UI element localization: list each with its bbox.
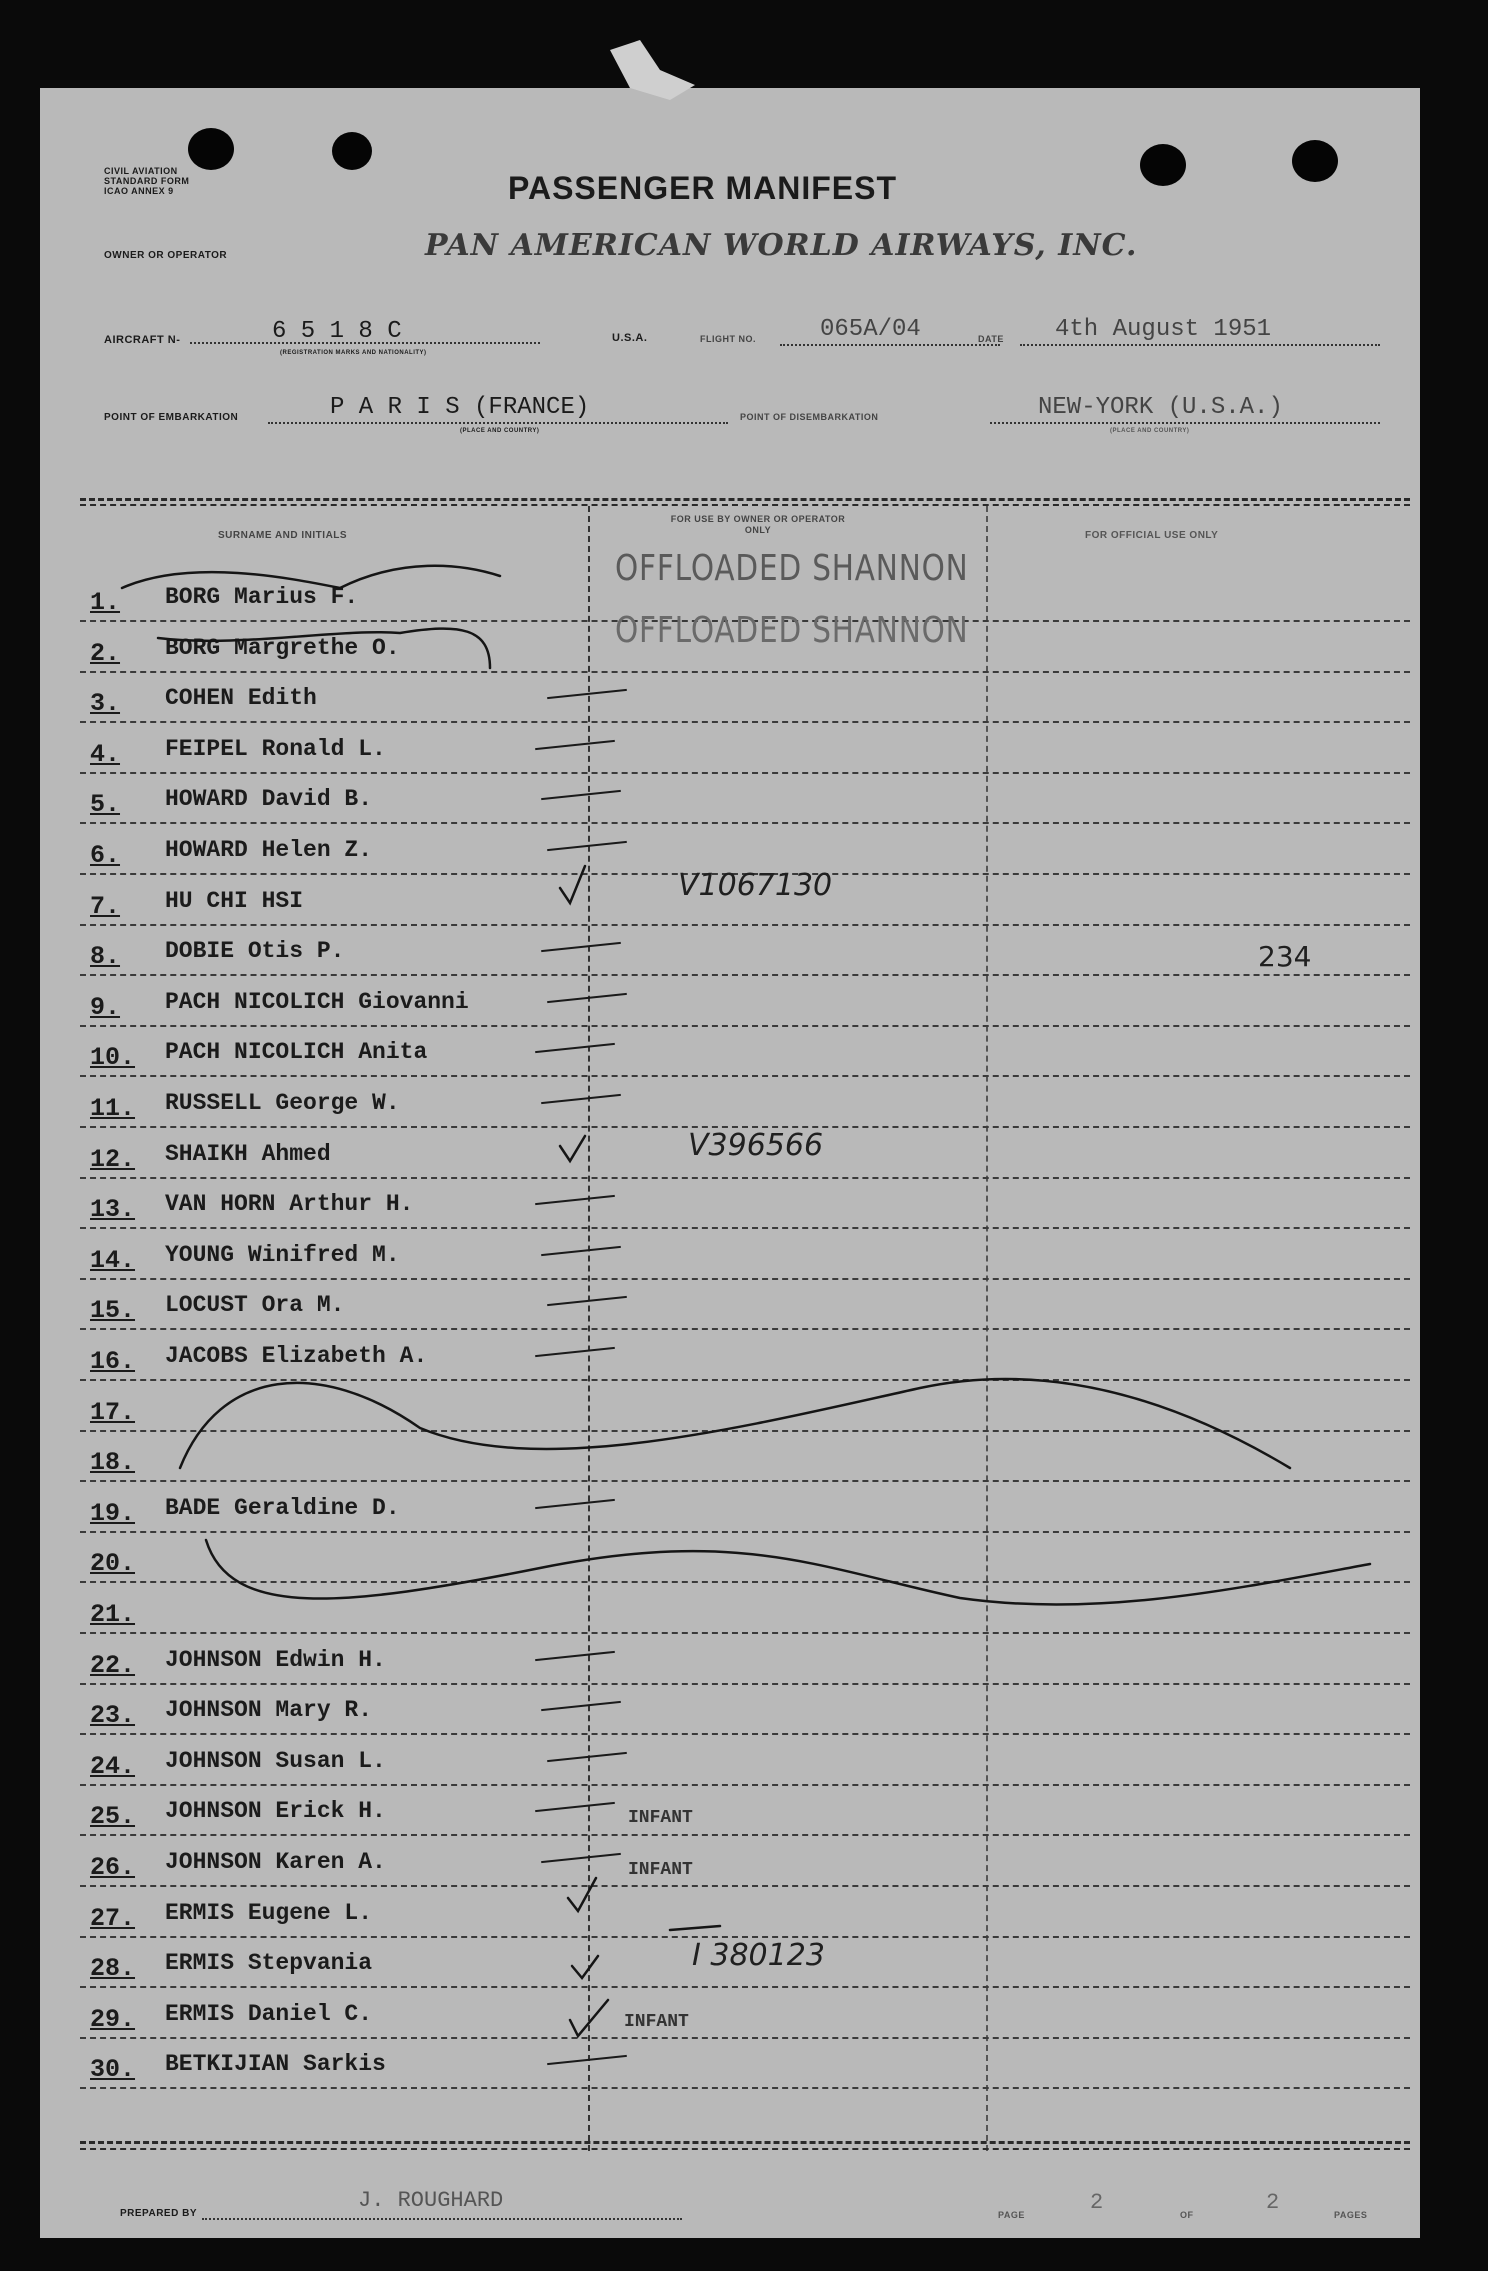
- col-header-surname: SURNAME AND INITIALS: [218, 530, 348, 541]
- passenger-name: ERMIS Eugene L.: [165, 1899, 373, 1926]
- offloaded-stamp-2: OFFLOADED SHANNON: [615, 610, 969, 651]
- row-number: 27.: [90, 1903, 136, 1933]
- usa-label: U.S.A.: [612, 332, 648, 344]
- official-number-row8: 234: [1258, 940, 1312, 973]
- row-number: 7.: [90, 891, 121, 921]
- row-number: 15.: [90, 1296, 136, 1326]
- passenger-name: COHEN Edith: [165, 685, 317, 712]
- row-number: 3.: [90, 689, 121, 719]
- row-number: 23.: [90, 1701, 136, 1731]
- infant-note-row29: INFANT: [624, 2012, 689, 2032]
- col-header-official-use: FOR OFFICIAL USE ONLY: [1085, 530, 1219, 541]
- embark-label: POINT OF EMBARKATION: [104, 412, 239, 423]
- aircraft-label: AIRCRAFT N-: [104, 334, 181, 346]
- row-number: 29.: [90, 2004, 136, 2034]
- offloaded-stamp-1: OFFLOADED SHANNON: [615, 548, 969, 589]
- row-number: 21.: [90, 1600, 136, 1629]
- passenger-name: ERMIS Stepvania: [165, 1950, 373, 1977]
- reg-line-2: STANDARD FORM: [104, 176, 190, 186]
- row-number: 25.: [90, 1802, 136, 1832]
- row-number: 6.: [90, 841, 121, 870]
- row-number: 10.: [90, 1043, 136, 1073]
- row-number: 5.: [90, 790, 121, 820]
- passenger-name: BORG Margrethe O.: [165, 634, 400, 661]
- pages-label: PAGES: [1334, 2210, 1368, 2220]
- passenger-name: JACOBS Elizabeth A.: [165, 1343, 428, 1369]
- page-number: 2: [1090, 2190, 1104, 2215]
- annotation-row7: V1067130: [678, 868, 833, 903]
- flight-date: 4th August 1951: [1055, 316, 1272, 343]
- reg-line-1: CIVIL AVIATION: [104, 166, 178, 176]
- annotation-row28: I 380123: [692, 1938, 825, 1973]
- flight-number: 065A/04: [820, 316, 921, 343]
- owner-label: OWNER OR OPERATOR: [104, 250, 228, 261]
- passenger-name: BORG Marius F.: [165, 584, 359, 610]
- row-number: 9.: [90, 992, 121, 1022]
- page-title: PASSENGER MANIFEST: [508, 170, 897, 206]
- passenger-name: JOHNSON Erick H.: [165, 1798, 386, 1825]
- row-number: 12.: [90, 1144, 136, 1174]
- embark-sublabel: (PLACE AND COUNTRY): [460, 428, 540, 434]
- row-number: 30.: [90, 2055, 136, 2085]
- row-number: 28.: [90, 1954, 136, 1984]
- pen-marks: [40, 88, 1420, 2238]
- prepared-label: PREPARED BY: [120, 2208, 197, 2219]
- row-number: 16.: [90, 1347, 136, 1376]
- row-number: 8.: [90, 942, 121, 972]
- embark-place: P A R I S (FRANCE): [330, 394, 590, 421]
- operator-name: PAN AMERICAN WORLD AIRWAYS, INC.: [425, 228, 1138, 263]
- passenger-name: HOWARD Helen Z.: [165, 837, 373, 863]
- row-number: 11.: [90, 1094, 136, 1123]
- date-label: DATE: [978, 334, 1004, 344]
- row-number: 14.: [90, 1245, 136, 1275]
- disembark-sublabel: (PLACE AND COUNTRY): [1110, 428, 1190, 434]
- page-label: PAGE: [998, 2210, 1025, 2220]
- passenger-name: FEIPEL Ronald L.: [165, 735, 386, 762]
- row-number: 26.: [90, 1853, 136, 1882]
- flight-label: FLIGHT NO.: [700, 334, 756, 344]
- row-number: 17.: [90, 1397, 136, 1427]
- row-number: 4.: [90, 739, 121, 769]
- disembark-label: POINT OF DISEMBARKATION: [740, 412, 879, 422]
- passenger-name: LOCUST Ora M.: [165, 1292, 345, 1319]
- col-header-owner-use: FOR USE BY OWNER OR OPERATOR ONLY: [670, 514, 846, 535]
- infant-note-row26: INFANT: [628, 1860, 693, 1880]
- page-total: 2: [1266, 2190, 1280, 2215]
- passenger-name: PACH NICOLICH Giovanni: [165, 988, 469, 1015]
- passenger-name: HU CHI HSI: [165, 887, 304, 914]
- passenger-name: HOWARD David B.: [165, 786, 373, 813]
- passenger-name: BETKIJIAN Sarkis: [165, 2051, 386, 2078]
- aircraft-sublabel: (REGISTRATION MARKS AND NATIONALITY): [280, 350, 427, 356]
- reg-line-3: ICAO ANNEX 9: [104, 186, 174, 196]
- passenger-name: JOHNSON Edwin H.: [165, 1646, 386, 1673]
- of-label: OF: [1180, 2210, 1194, 2220]
- passenger-name: DOBIE Otis P.: [165, 938, 345, 965]
- row-number: 13.: [90, 1195, 136, 1225]
- passenger-name: JOHNSON Karen A.: [165, 1849, 386, 1875]
- passenger-name: JOHNSON Mary R.: [165, 1697, 373, 1724]
- prepared-by: J. ROUGHARD: [358, 2188, 504, 2213]
- row-number: 24.: [90, 1751, 136, 1781]
- passenger-name: YOUNG Winifred M.: [165, 1241, 400, 1268]
- torn-paper-scrap: [600, 30, 720, 110]
- manifest-sheet: [40, 88, 1420, 2238]
- passenger-name: SHAIKH Ahmed: [165, 1140, 331, 1167]
- passenger-name: JOHNSON Susan L.: [165, 1747, 386, 1774]
- passenger-name: RUSSELL George W.: [165, 1090, 400, 1116]
- row-number: 2.: [90, 638, 121, 668]
- row-number: 1.: [90, 588, 121, 617]
- row-number: 18.: [90, 1448, 136, 1478]
- passenger-name: PACH NICOLICH Anita: [165, 1039, 428, 1066]
- passenger-name: BADE Geraldine D.: [165, 1494, 400, 1521]
- annotation-row12: V396566: [688, 1128, 824, 1163]
- passenger-name: VAN HORN Arthur H.: [165, 1191, 414, 1218]
- infant-note-row25: INFANT: [628, 1808, 693, 1828]
- row-number: 19.: [90, 1498, 136, 1528]
- aircraft-number: 6 5 1 8 C: [272, 318, 402, 345]
- row-number: 22.: [90, 1650, 136, 1680]
- passenger-name: ERMIS Daniel C.: [165, 2000, 373, 2027]
- row-number: 20.: [90, 1549, 136, 1579]
- prepared-line: [202, 2218, 682, 2220]
- disembark-place: NEW-YORK (U.S.A.): [1038, 394, 1283, 421]
